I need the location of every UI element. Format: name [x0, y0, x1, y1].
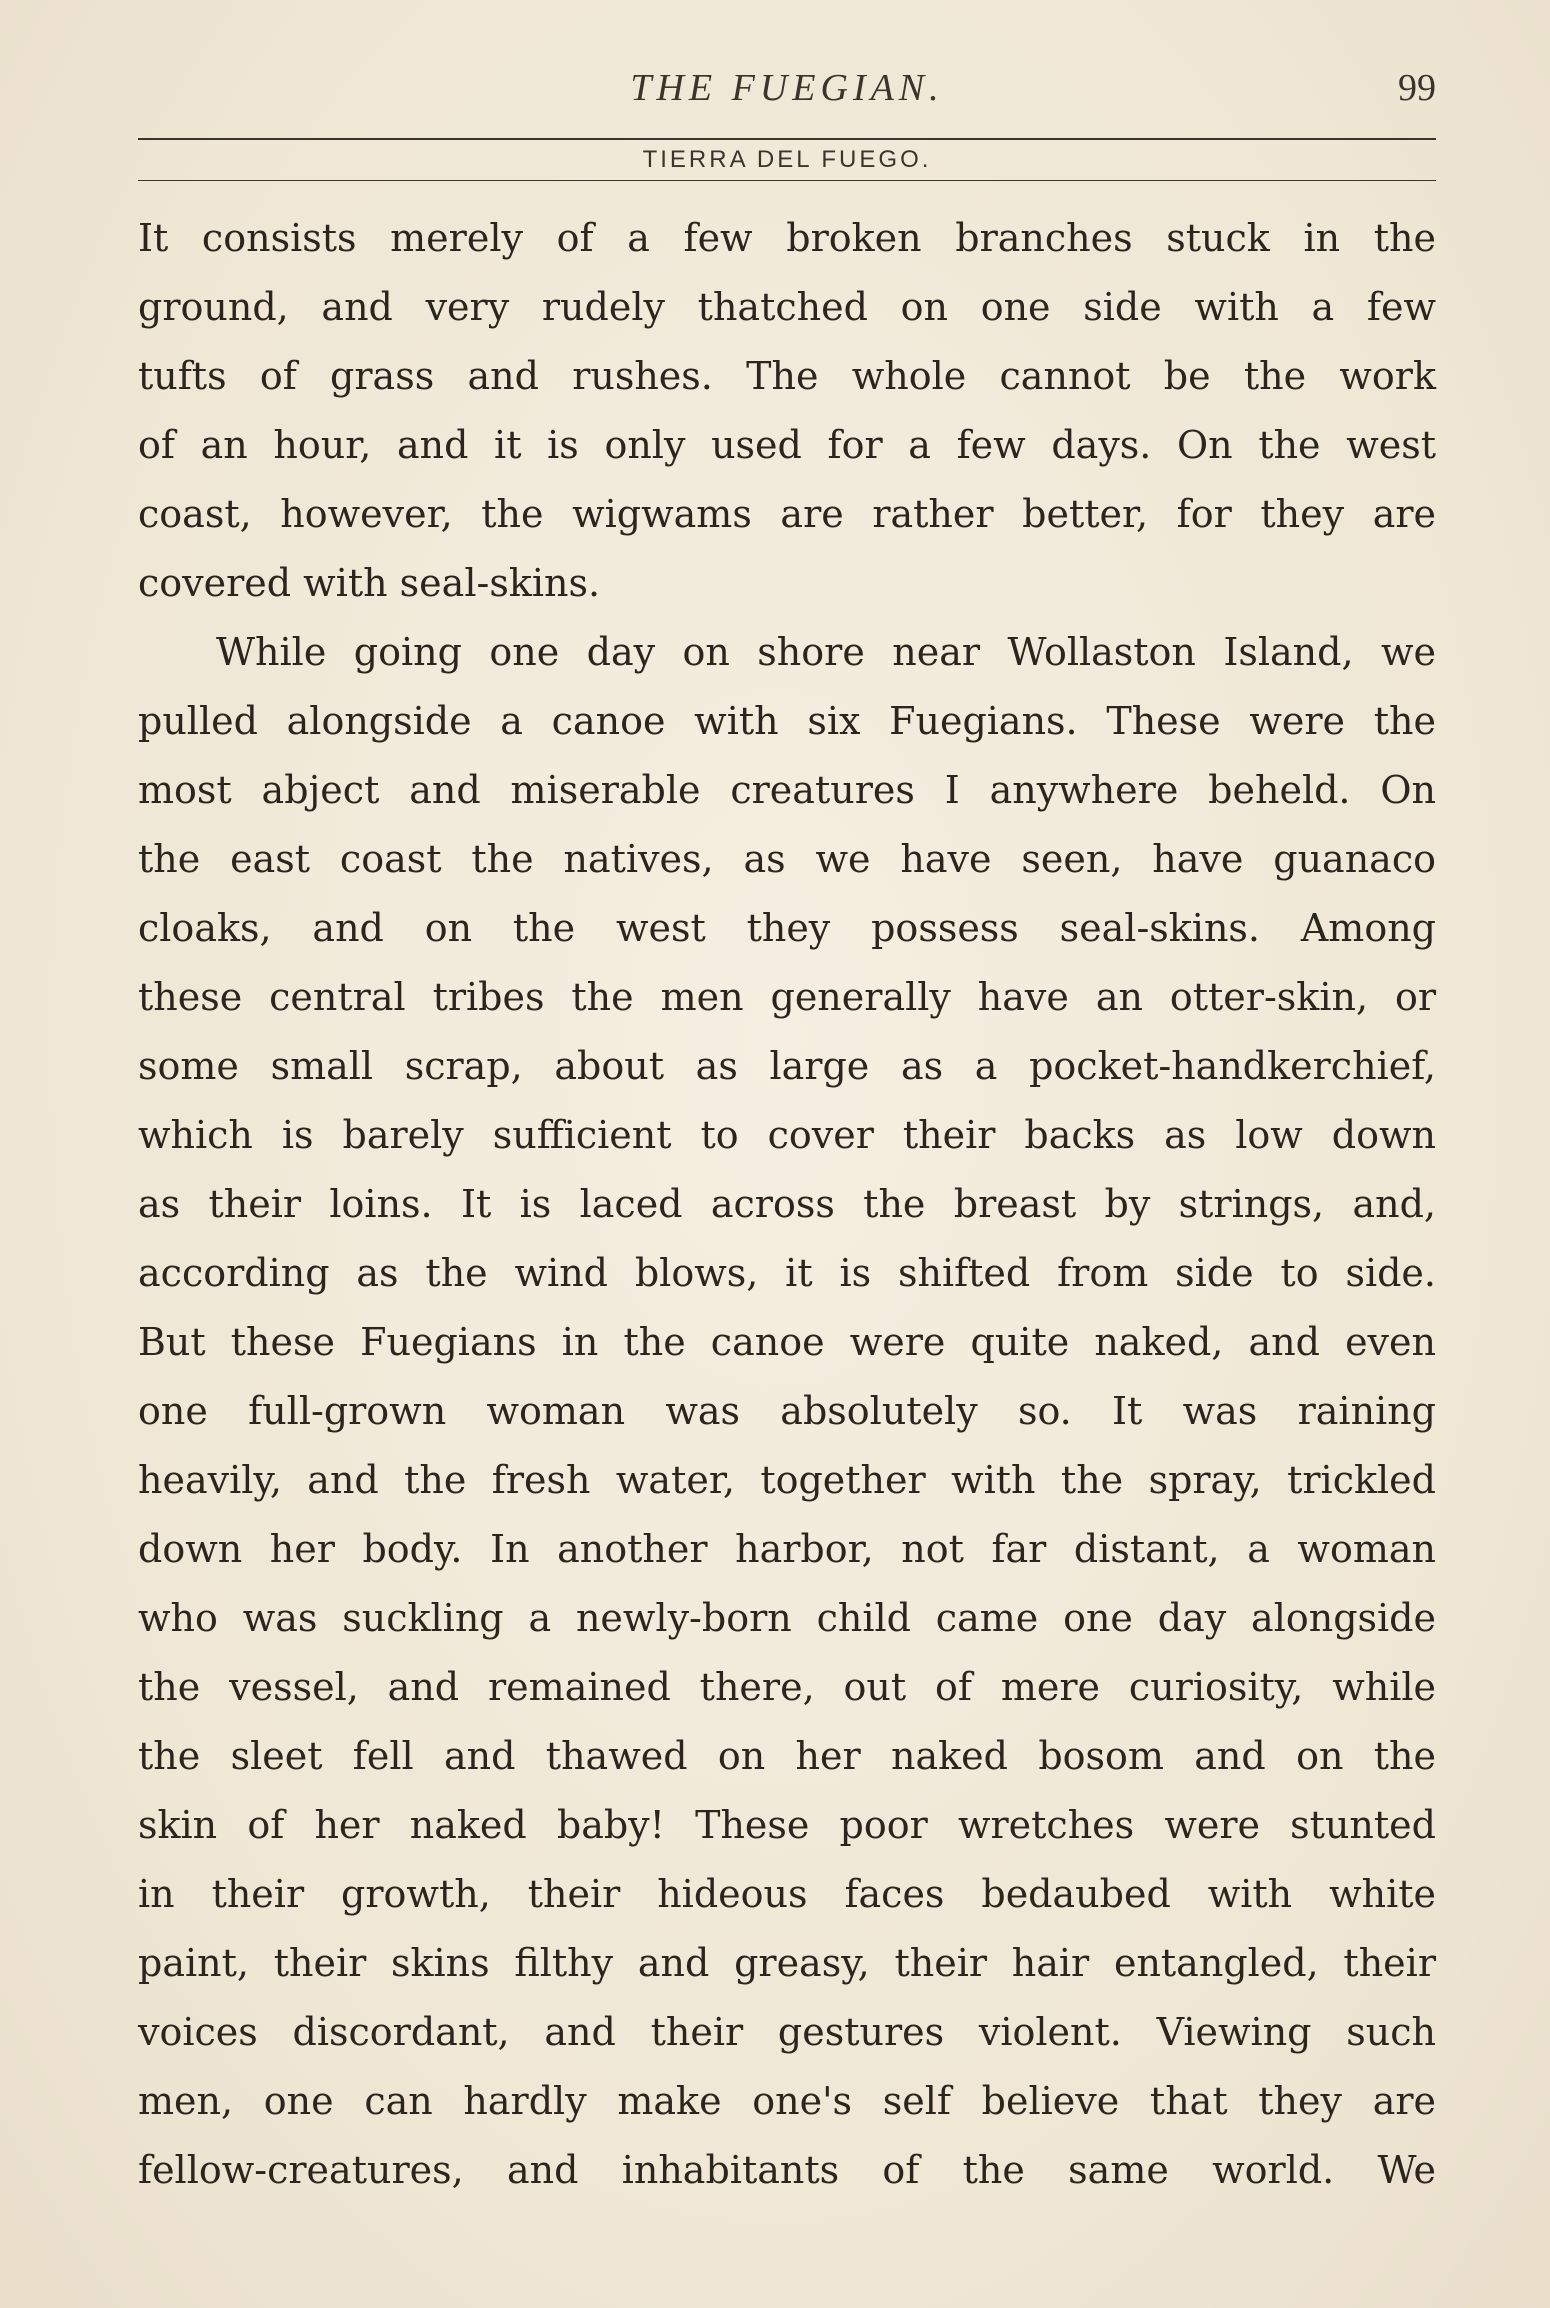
text-line: of an hour, and it is only used for a few days. On the west [138, 423, 1436, 467]
page-number: 99 [1398, 67, 1436, 109]
text-line: which is barely sufficient to cover their backs as low down [138, 1113, 1436, 1157]
text-line: skin of her naked baby! These poor wretches were stunted [138, 1803, 1436, 1847]
header-rule-bottom [138, 180, 1436, 181]
text-line: down her body. In another harbor, not far distant, a woman [138, 1527, 1436, 1571]
text-line: the east coast the natives, as we have seen, have guanaco [138, 837, 1436, 881]
text-line: one full-grown woman was absolutely so. It was raining [138, 1389, 1436, 1433]
text-line: according as the wind blows, it is shifted from side to side. [138, 1251, 1436, 1295]
text-line: the sleet fell and thawed on her naked bosom and on the [138, 1734, 1436, 1778]
text-line: cloaks, and on the west they possess seal-skins. Among [138, 906, 1436, 950]
text-line: men, one can hardly make one's self believe that they are [138, 2079, 1436, 2123]
text-line: as their loins. It is laced across the breast by strings, and, [138, 1182, 1436, 1226]
text-line: While going one day on shore near Wollaston Island, we [216, 630, 1436, 674]
text-line: in their growth, their hideous faces bedaubed with white [138, 1872, 1436, 1916]
text-line: paint, their skins filthy and greasy, their hair entangled, their [138, 1941, 1436, 1985]
body-text [138, 204, 1436, 2205]
running-head [138, 62, 1436, 122]
text-line: pulled alongside a canoe with six Fuegians. These were the [138, 699, 1436, 743]
text-line: fellow-creatures, and inhabitants of the same world. We [138, 2148, 1436, 2192]
running-title: THE FUEGIAN. [630, 67, 944, 109]
section-heading: TIERRA DEL FUEGO. [642, 146, 932, 173]
text-line: But these Fuegians in the canoe were quite naked, and even [138, 1320, 1436, 1364]
text-line: tufts of grass and rushes. The whole cannot be the work [138, 354, 1436, 398]
text-line: the vessel, and remained there, out of mere curiosity, while [138, 1665, 1436, 1709]
text-line: ground, and very rudely thatched on one side with a few [138, 285, 1436, 329]
header-rule-top [138, 138, 1436, 140]
text-line: voices discordant, and their gestures violent. Viewing such [138, 2010, 1436, 2054]
text-line: coast, however, the wigwams are rather better, for they are [138, 492, 1436, 536]
text-line: heavily, and the fresh water, together with the spray, trickled [138, 1458, 1436, 1502]
text-line: covered with seal-skins. [138, 561, 601, 605]
text-line: It consists merely of a few broken branches stuck in the [138, 216, 1436, 260]
text-line: some small scrap, about as large as a pocket-handkerchief, [138, 1044, 1436, 1088]
text-line: most abject and miserable creatures I anywhere beheld. On [138, 768, 1436, 812]
text-line: who was suckling a newly-born child came one day alongside [138, 1596, 1436, 1640]
text-line: these central tribes the men generally have an otter-skin, or [138, 975, 1436, 1019]
